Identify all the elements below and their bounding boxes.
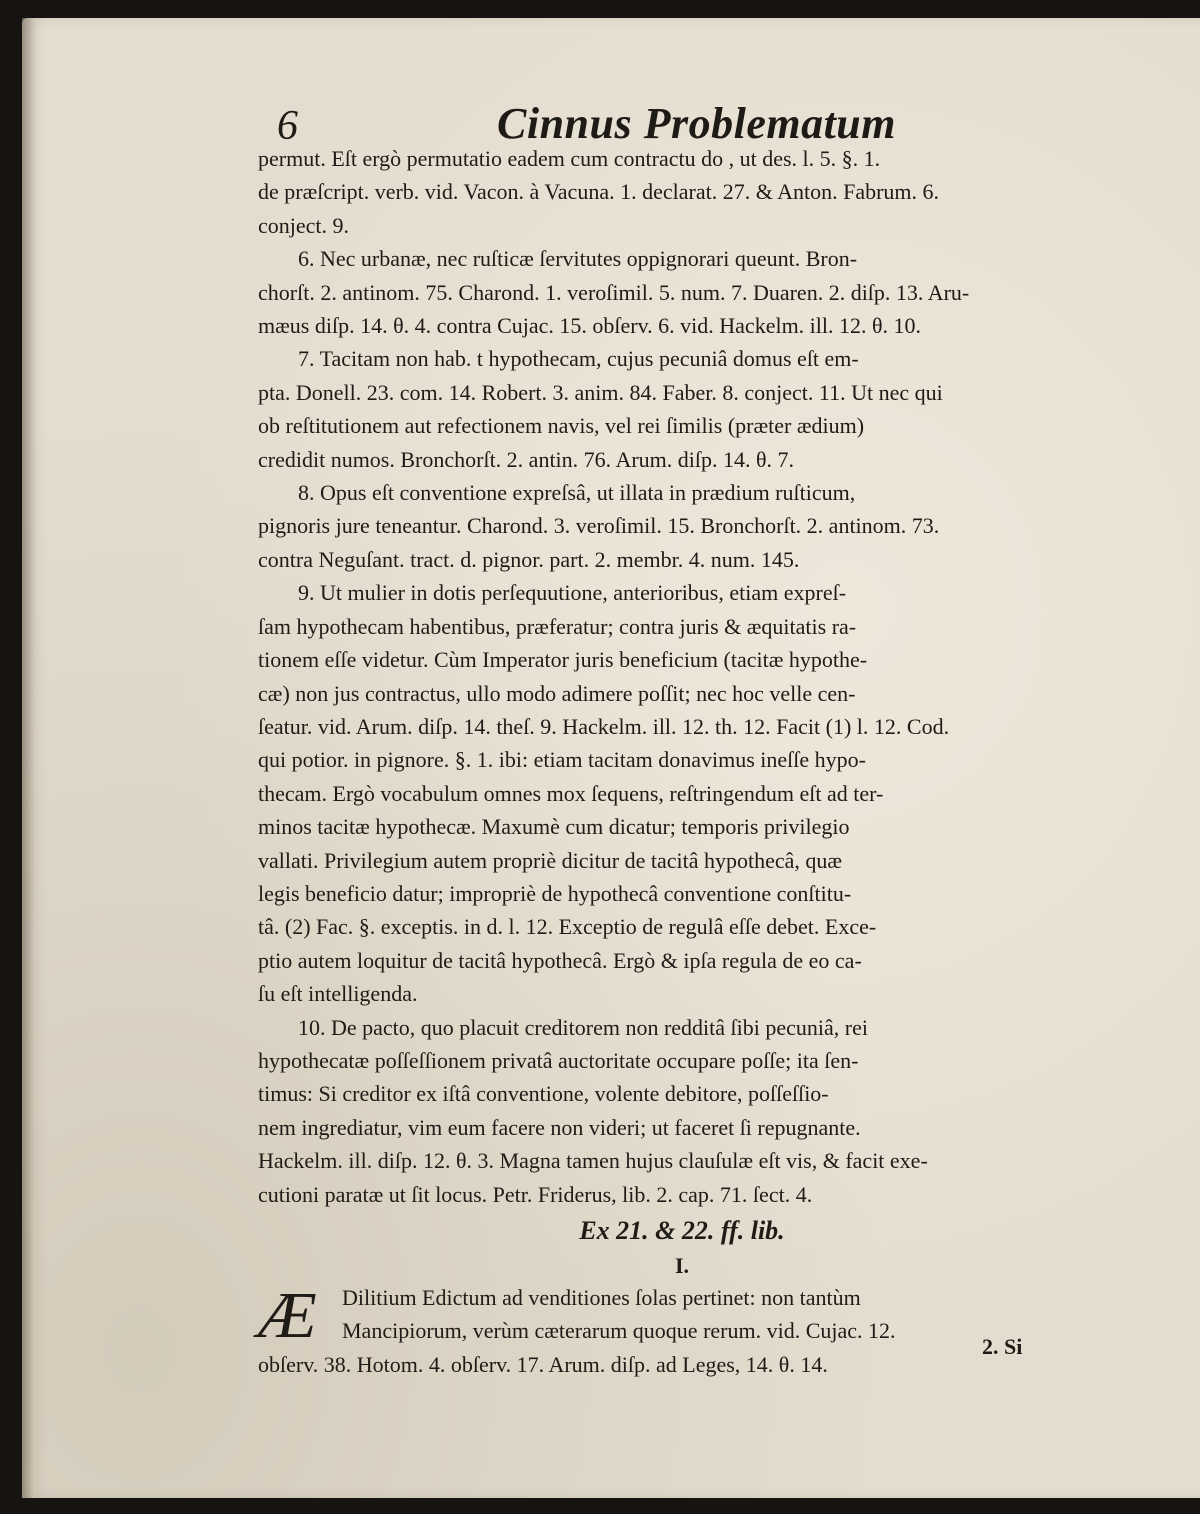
text-line: legis beneficio datur; impropriè de hypothecâ conventione conſtitu- (258, 880, 852, 906)
text-line: vallati. Privilegium autem propriè dicitur de tacitâ hypothecâ, quæ (258, 847, 843, 873)
drop-cap-initial: Æ (258, 1279, 317, 1352)
text-line: permut. Eſt ergò permutatio eadem cum contractu do , ut des. l. 5. §. 1. (258, 146, 881, 171)
text-line: obſerv. 38. Hotom. 4. obſerv. 17. Arum. diſp. ad Leges, 14. θ. 14. (258, 1351, 828, 1377)
text-line: cæ) non jus contractus, ullo modo adimere poſſit; nec hoc velle cen- (258, 680, 856, 706)
page-gutter-shadow (22, 18, 36, 1498)
text-line-paragraph-7: 7. Tacitam non hab. t hypothecam, cujus pecuniâ domus eſt em- (298, 346, 859, 372)
text-line: minos tacitæ hypothecæ. Maxumè cum dicatur; temporis privilegio (258, 814, 850, 840)
text-line: timus: Si creditor ex iſtâ conventione, volente debitore, poſſeſſio- (258, 1081, 829, 1107)
text-line: tâ. (2) Fac. §. exceptis. in d. l. 12. Exceptio de regulâ eſſe debet. Exce- (258, 914, 877, 940)
text-line: tionem eſſe videtur. Cùm Imperator juris beneficium (tacitæ hypothe- (258, 647, 868, 673)
text-line: Mancipiorum, verùm cæterarum quoque rerum. vid. Cujac. 12. (342, 1318, 896, 1344)
text-line: credidit numos. Bronchorſt. 2. antin. 76. Arum. diſp. 14. θ. 7. (258, 446, 795, 472)
text-line: ſam hypothecam habentibus, præferatur; contra juris & æquitatis ra- (258, 613, 857, 639)
text-line: ob reſtitutionem aut refectionem navis, vel rei ſimilis (præter ædium) (258, 413, 865, 439)
text-line: pta. Donell. 23. com. 14. Robert. 3. anim. 84. Faber. 8. conject. 11. Ut nec qui (258, 379, 943, 405)
text-line: qui potior. in pignore. §. 1. ibi: etiam tacitam donavimus ineſſe hypo- (258, 747, 866, 773)
text-line: conject. 9. (258, 212, 350, 238)
text-line-paragraph-9: 9. Ut mulier in dotis perſequutione, anterioribus, etiam expreſ- (298, 580, 847, 606)
text-line: nem ingrediatur, vim eum facere non videri; ut faceret ſi repugnante. (258, 1114, 861, 1140)
text-line: thecam. Ergò vocabulum omnes mox ſequens, reſtringendum eſt ad ter- (258, 780, 884, 806)
drop-cap-paragraph (258, 1281, 1066, 1381)
text-line: cutioni paratæ ut ſit locus. Petr. Friderus, lib. 2. cap. 71. ſect. 4. (258, 1181, 813, 1207)
text-line: mæus diſp. 14. θ. 4. contra Cujac. 15. obſerv. 6. vid. Hackelm. ill. 12. θ. 10. (258, 313, 922, 339)
text-line: Hackelm. ill. diſp. 12. θ. 3. Magna tamen hujus clauſulæ eſt vis, & facit exe- (258, 1148, 928, 1174)
catchword: 2. Si (982, 1334, 1023, 1359)
text-line: pignoris jure teneantur. Charond. 3. veroſimil. 15. Bronchorſt. 2. antinom. 73. (258, 513, 940, 539)
text-line: hypothecatæ poſſeſſionem privatâ auctoritate occupare poſſe; ita ſen- (258, 1047, 859, 1073)
text-line-paragraph-8: 8. Opus eſt conventione expreſsâ, ut illata in prædium ruſticum, (298, 480, 856, 506)
body-text (258, 142, 1066, 1381)
text-line: chorſt. 2. antinom. 75. Charond. 1. veroſimil. 5. num. 7. Duaren. 2. diſp. 13. Aru- (258, 279, 970, 305)
text-line: ſeatur. vid. Arum. diſp. 14. theſ. 9. Hackelm. ill. 12. th. 12. Facit (1) l. 12. Cod. (258, 713, 950, 739)
text-line: contra Neguſant. tract. d. pignor. part. 2. membr. 4. num. 145. (258, 546, 800, 572)
text-line: ſu eſt intelligenda. (258, 981, 418, 1007)
section-number: I. (674, 1253, 690, 1278)
section-heading: Ex 21. & 22. ff. lib. (579, 1216, 785, 1245)
text-line: de præſcript. verb. vid. Vacon. à Vacuna. 1. declarat. 27. & Anton. Fabrum. 6. (258, 179, 940, 205)
text-line-paragraph-10: 10. De pacto, quo placuit creditorem non redditâ ſibi pecuniâ, rei (298, 1014, 868, 1040)
running-title: Cinnus Problematum (497, 99, 897, 148)
text-line-paragraph-6: 6. Nec urbanæ, nec ruſticæ ſervitutes oppignorari queunt. Bron- (298, 246, 858, 272)
text-line: ptio autem loquitur de tacitâ hypothecâ. Ergò & ipſa regula de eo ca- (258, 947, 862, 973)
page-number: 6 (277, 103, 298, 149)
text-line: Dilitium Edictum ad venditiones ſolas pertinet: non tantùm (342, 1285, 861, 1310)
